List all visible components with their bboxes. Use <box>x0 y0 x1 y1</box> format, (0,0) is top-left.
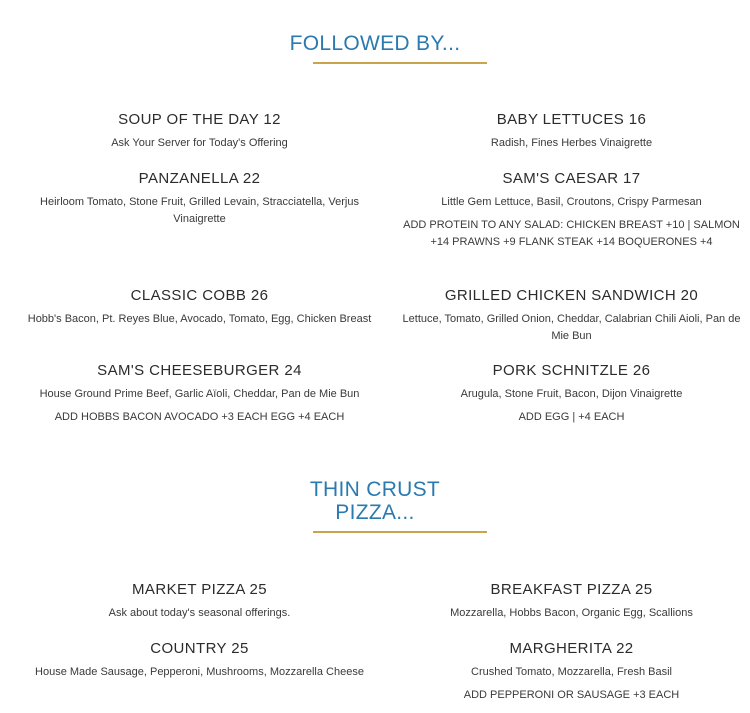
menu-item-country <box>27 640 372 681</box>
menu-item-description: Mozzarella, Hobbs Bacon, Organic Egg, Scallions <box>450 607 693 619</box>
section-title-thin-crust-pizza <box>0 478 750 524</box>
section-divider <box>313 531 487 533</box>
menu-item-panzanella <box>27 170 372 228</box>
menu-item-name: BABY LETTUCES 16 <box>496 111 647 128</box>
section-title-line: THIN CRUST <box>309 478 441 501</box>
menu-item-market-pizza <box>27 581 372 622</box>
menu-item-sams-caesar <box>399 170 744 251</box>
section-title-line: PIZZA... <box>335 501 415 524</box>
menu-item-soup <box>27 111 372 152</box>
menu-item-classic-cobb <box>27 287 372 328</box>
menu-item-baby-lettuces <box>399 111 744 152</box>
menu-item-description: Hobb's Bacon, Pt. Reyes Blue, Avocado, Tomato, Egg, Chicken Breast <box>27 313 372 325</box>
menu-item-name: BREAKFAST PIZZA 25 <box>490 581 653 598</box>
menu-item-description: Lettuce, Tomato, Grilled Onion, Cheddar, Calabrian Chili Aioli, Pan de Mie Bun <box>402 313 741 342</box>
menu-item-breakfast-pizza <box>399 581 744 622</box>
menu-item-name: COUNTRY 25 <box>150 640 249 657</box>
section-title-followed-by: FOLLOWED BY... <box>289 32 461 55</box>
menu-item-addon: ADD PROTEIN TO ANY SALAD: CHICKEN BREAST +10 | SALMON +14 PRAWNS +9 FLANK STEAK +14 BOQUERONES +4 <box>403 219 740 248</box>
menu-item-pork-schnitzle <box>399 362 744 426</box>
menu-item-description: Arugula, Stone Fruit, Bacon, Dijon Vinaigrette <box>460 388 683 400</box>
menu-item-name: GRILLED CHICKEN SANDWICH 20 <box>444 287 699 304</box>
menu-item-description: Ask Your Server for Today's Offering <box>111 137 288 149</box>
menu-item-addon: ADD EGG | +4 EACH <box>518 411 625 423</box>
menu-item-margherita <box>399 640 744 704</box>
menu-item-description: House Made Sausage, Pepperoni, Mushrooms, Mozzarella Cheese <box>35 666 364 678</box>
menu-item-description: Radish, Fines Herbes Vinaigrette <box>490 137 653 149</box>
menu-item-description: Ask about today's seasonal offerings. <box>108 607 291 619</box>
menu-item-description: Little Gem Lettuce, Basil, Croutons, Crispy Parmesan <box>441 196 702 208</box>
menu-item-name: SAM'S CAESAR 17 <box>502 170 641 187</box>
menu-item-name: MARKET PIZZA 25 <box>132 581 267 598</box>
menu-item-name: MARGHERITA 22 <box>509 640 634 657</box>
section-divider <box>313 62 487 64</box>
menu-item-description: Heirloom Tomato, Stone Fruit, Grilled Levain, Stracciatella, Verjus Vinaigrette <box>40 196 359 225</box>
menu-item-description: Crushed Tomato, Mozzarella, Fresh Basil <box>471 666 672 678</box>
menu-item-grilled-chicken-sandwich <box>399 287 744 345</box>
menu-item-addon: ADD HOBBS BACON AVOCADO +3 EACH EGG +4 EACH <box>54 411 345 423</box>
menu-item-description: House Ground Prime Beef, Garlic Aïoli, Cheddar, Pan de Mie Bun <box>39 388 360 400</box>
menu-item-name: CLASSIC COBB 26 <box>130 287 269 304</box>
menu-item-sams-cheeseburger <box>27 362 372 426</box>
menu-item-name: SOUP OF THE DAY 12 <box>118 111 281 128</box>
menu-item-name: SAM'S CHEESEBURGER 24 <box>97 362 302 379</box>
menu-item-name: PORK SCHNITZLE 26 <box>492 362 651 379</box>
menu-item-name: PANZANELLA 22 <box>138 170 261 187</box>
menu-item-addon: ADD PEPPERONI OR SAUSAGE +3 EACH <box>463 689 680 701</box>
